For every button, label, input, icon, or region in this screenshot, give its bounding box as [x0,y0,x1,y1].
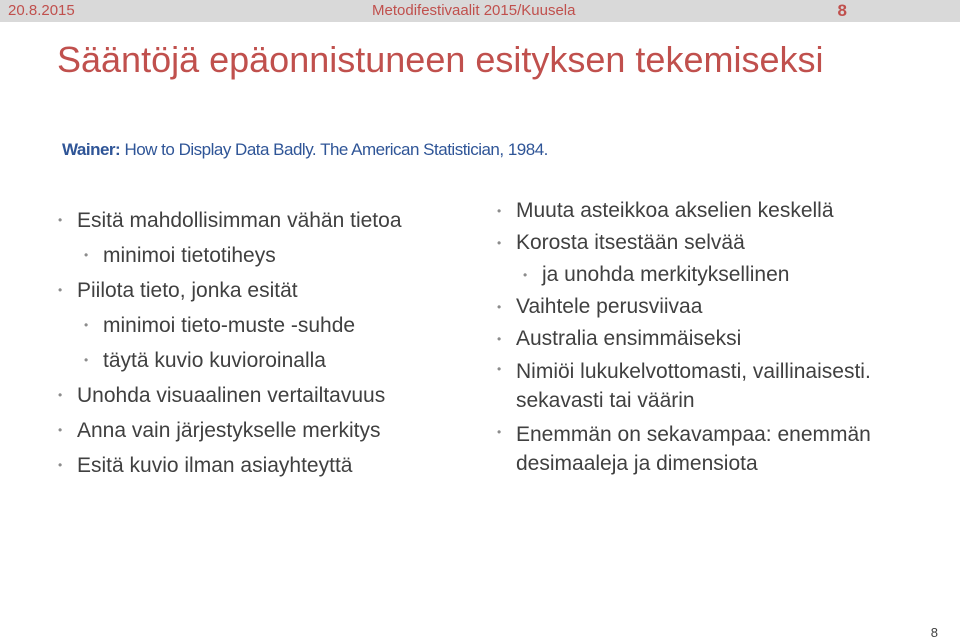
list-item [496,418,916,481]
bullet-icon: • [497,236,502,250]
bullet-icon: • [58,213,63,227]
bullet-icon: • [58,283,63,297]
list-item [57,378,477,413]
list-item [57,203,477,238]
citation [62,140,548,160]
list-item-text: Australia ensimmäiseksi [516,327,742,350]
list-item [496,291,916,323]
citation-text: How to Display Data Badly. The American Statistician, 1984. [120,140,548,159]
list-item [496,227,916,259]
list-item-text: Korosta itsestään selvää [516,231,745,254]
list-item-text: minimoi tieto-muste -suhde [103,314,356,337]
list-item-text: Esitä kuvio ilman asiayhteyttä [77,454,353,477]
header-event: Metodifestivaalit 2015/Kuusela [372,2,576,19]
list-item [57,413,477,448]
bullet-icon: • [84,353,89,367]
list-item-text: Vaihtele perusviivaa [516,295,703,318]
list-item [496,355,916,418]
slide-title: Sääntöjä epäonnistuneen esityksen tekemiseksi [57,39,824,80]
bullet-icon: • [84,248,89,262]
bullet-icon: • [497,204,502,218]
citation-author: Wainer: [62,140,121,159]
list-item-text: Nimiöi lukukelvottomasti, vaillinaisesti. sekavasti tai väärin [516,360,871,412]
bullet-icon: • [84,318,89,332]
bullet-icon: • [497,425,502,439]
header-date: 20.8.2015 [8,2,75,19]
bullet-icon: • [58,458,63,472]
list-item-text: minimoi tietotiheys [103,244,276,267]
bullet-icon: • [497,300,502,314]
list-item [496,323,916,355]
header-page-number: 8 [837,1,847,20]
bullet-icon: • [58,388,63,402]
list-item [496,259,916,291]
bullet-icon: • [497,362,502,376]
list-item [496,195,916,227]
list-item [57,238,477,273]
list-item [57,308,477,343]
list-item-text: täytä kuvio kuvioroinalla [103,349,326,372]
left-bullet-list [57,203,477,483]
bullet-icon: • [523,268,528,282]
bullet-icon: • [58,423,63,437]
header-bar [0,0,960,22]
list-item-text: Enemmän on sekavampaa: enemmän desimaaleja ja dimensiota [516,423,871,475]
list-item-text: Anna vain järjestykselle merkitys [77,419,381,442]
list-item [57,273,477,308]
list-item [57,448,477,483]
right-bullet-list [496,195,916,481]
list-item-text: Esitä mahdollisimman vähän tietoa [77,209,402,232]
list-item-text: Muuta asteikkoa akselien keskellä [516,199,834,222]
list-item [57,343,477,378]
bullet-icon: • [497,332,502,346]
list-item-text: Piilota tieto, jonka esität [77,279,298,302]
list-item-text: ja unohda merkityksellinen [542,263,790,286]
list-item-text: Unohda visuaalinen vertailtavuus [77,384,386,407]
footer-page-number: 8 [930,625,938,640]
